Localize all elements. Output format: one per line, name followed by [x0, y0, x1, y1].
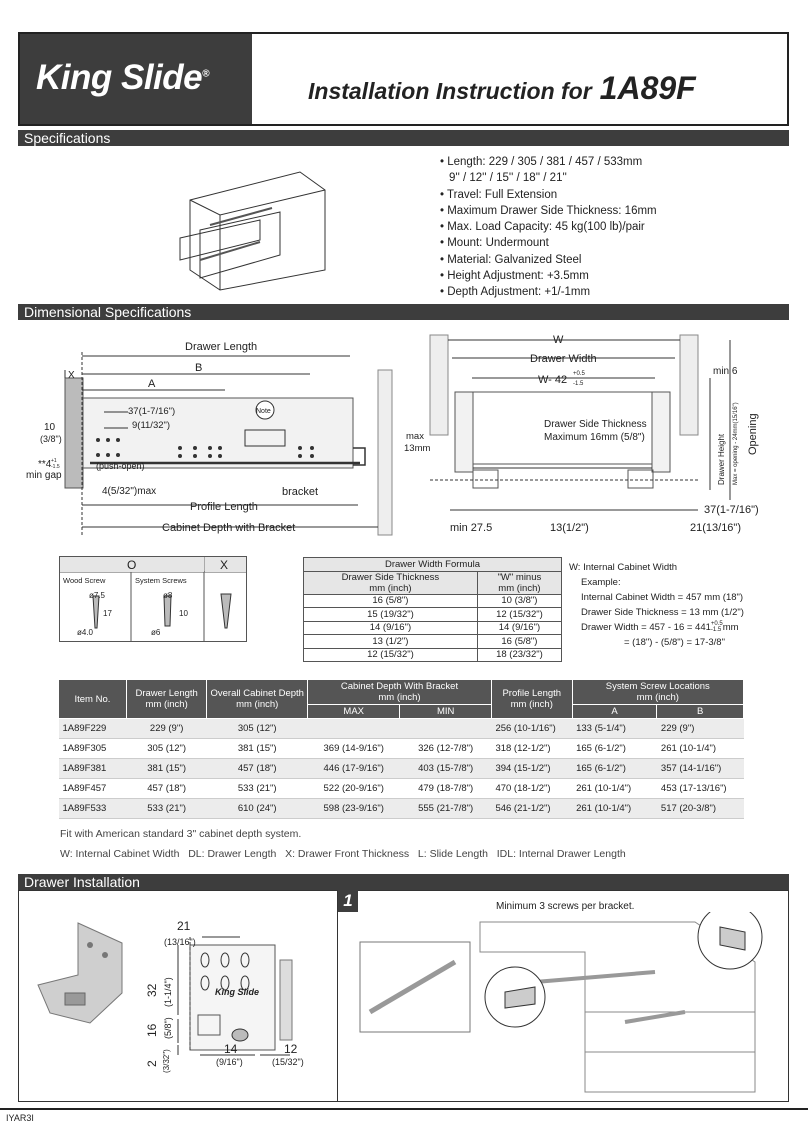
table-cell: 305 (12")	[126, 739, 207, 759]
label-inst-12: 12	[284, 1042, 298, 1056]
label-drawer-height-formula: Max = opening - 24mm(15/16")	[733, 402, 739, 485]
abbreviation-legend: W: Internal Cabinet Width DL: Drawer Length X: Drawer Front Thickness L: Slide Length IDL: Internal Drawer Length	[60, 848, 626, 860]
spec-mount: • Mount: Undermount	[440, 237, 549, 250]
spec-material: • Material: Galvanized Steel	[440, 253, 582, 266]
table-cell: 318 (12-1/2")	[491, 739, 572, 759]
table-row	[59, 739, 744, 759]
panel-divider	[337, 890, 338, 1102]
table-cell: 555 (21-7/8")	[400, 799, 492, 819]
example-l6: = (18") - (5/8") = 17-3/8"	[624, 637, 725, 648]
side-view-diagram	[20, 330, 400, 540]
table-cell: 326 (12-7/8")	[400, 739, 492, 759]
label-x: X	[68, 370, 75, 381]
label-drawer-width: Drawer Width	[530, 353, 597, 365]
section-header-specifications: Specifications	[18, 130, 789, 146]
spec-depth: • Depth Adjustment: +1/-1mm	[440, 286, 591, 299]
table-cell: 16 (5/8")	[477, 635, 561, 649]
label-max13: 13mm	[404, 443, 431, 454]
model-number: 1A89F	[599, 70, 696, 106]
screw-types-diagram	[59, 556, 247, 642]
table-cell	[400, 719, 492, 739]
table-cell: 261 (10-1/4")	[572, 799, 657, 819]
table-cell: 261 (10-1/4")	[657, 739, 744, 759]
example-l2: Example:	[581, 577, 621, 588]
label-21: 21(13/16")	[690, 522, 741, 534]
spec-load: • Max. Load Capacity: 45 kg(100 lb)/pair	[440, 221, 645, 234]
section-header-installation: Drawer Installation	[18, 874, 789, 890]
label-profile-length: Profile Length	[190, 501, 258, 513]
table-row	[59, 779, 744, 799]
example-l4: Drawer Side Thickness = 13 mm (1/2")	[581, 607, 744, 618]
label-drawer-length: Drawer Length	[185, 341, 258, 353]
table-cell: 394 (15-1/2")	[491, 759, 572, 779]
table-cell: 457 (18")	[126, 779, 207, 799]
label-wood-len: 17	[103, 609, 112, 618]
table-cell: 1A89F229	[59, 719, 127, 739]
label-wood-dia2: ø4.0	[77, 628, 94, 637]
brand-logo	[20, 34, 252, 124]
cabinet-illustration	[160, 160, 340, 300]
fit-note: Fit with American standard 3" cabinet depth system.	[60, 828, 302, 840]
example-l5: Drawer Width = 457 - 16 = 441+0.5 -1.5 mm	[581, 621, 739, 634]
label-inst-12-inch: (15/32")	[272, 1057, 304, 1067]
table-cell: 598 (23-9/16")	[308, 799, 400, 819]
label-inst-32-inch: (1-1/4")	[163, 977, 173, 1007]
spec-length: • Length: 229 / 305 / 381 / 457 / 533mm	[440, 156, 643, 168]
label-b: B	[195, 362, 203, 374]
header-min: MIN	[400, 705, 492, 719]
screws-note: Minimum 3 screws per bracket.	[496, 901, 635, 912]
table-cell	[308, 719, 400, 739]
title-text: Installation Instruction for	[308, 78, 592, 104]
specifications-list	[440, 154, 657, 301]
label-inst-21: 21	[177, 919, 191, 933]
label-inst-16: 16	[145, 1023, 159, 1037]
step-1-illustration	[355, 912, 785, 1097]
step-number: 1	[338, 890, 358, 912]
document-code: IYAR3I	[6, 1113, 34, 1123]
header-screw-locations: System Screw Locations mm (inch)	[572, 680, 743, 705]
table-cell: 457 (18")	[207, 759, 308, 779]
label-10: 10	[44, 422, 56, 433]
label-push-open: (push-open)	[96, 461, 145, 471]
table-cell: 610 (24")	[207, 799, 308, 819]
table-cell: 10 (3/8")	[477, 594, 561, 608]
table-cell: 470 (18-1/2")	[491, 779, 572, 799]
table-cell: 453 (17-13/16")	[657, 779, 744, 799]
table-row	[59, 759, 744, 779]
table-cell: 369 (14-9/16")	[308, 739, 400, 759]
spec-height: • Height Adjustment: +3.5mm	[440, 270, 589, 283]
table-cell: 1A89F305	[59, 739, 127, 759]
table-cell: 522 (20-9/16")	[308, 779, 400, 799]
section-header-dimensional: Dimensional Specifications	[18, 304, 789, 320]
example-l3: Internal Cabinet Width = 457 mm (18")	[581, 592, 744, 603]
label-sys-dia1: ø8	[163, 591, 173, 600]
label-inst-brand: King Slide	[215, 987, 260, 997]
formula-col1: Drawer Side Thickness mm (inch)	[304, 571, 478, 594]
label-inst-2-inch: (3/32")	[162, 1049, 171, 1073]
label-sys-len: 10	[179, 609, 188, 618]
table-cell: 14 (9/16")	[304, 621, 478, 635]
label-system-screws: System Screws	[135, 576, 187, 585]
table-cell: 256 (10-1/16")	[491, 719, 572, 739]
label-w: W	[553, 334, 564, 346]
model-table	[58, 679, 744, 819]
header	[18, 32, 789, 126]
label-37: 37(1-7/16")	[128, 406, 176, 417]
formula-title: Drawer Width Formula	[304, 558, 562, 572]
label-note: Note	[256, 408, 271, 415]
table-cell: 229 (9")	[657, 719, 744, 739]
table-row	[59, 719, 744, 739]
footer-rule	[0, 1108, 808, 1110]
label-9: 9(11/32")	[132, 420, 171, 431]
header-item: Item No.	[59, 680, 127, 719]
label-wood-screw: Wood Screw	[63, 576, 106, 585]
header-profile-length: Profile Length mm (inch)	[491, 680, 572, 719]
label-drawer-height: Drawer Height	[717, 433, 726, 485]
label-inst-2: 2	[145, 1060, 159, 1067]
spec-thickness: • Maximum Drawer Side Thickness: 16mm	[440, 204, 657, 217]
table-cell: 16 (5/8")	[304, 594, 478, 608]
header-b: B	[657, 705, 744, 719]
drawer-width-formula-table	[303, 557, 562, 662]
table-cell: 357 (14-1/16")	[657, 759, 744, 779]
bracket-illustration	[30, 915, 140, 1055]
bracket-dimension-diagram	[140, 915, 335, 1075]
label-inst-14: 14	[224, 1042, 238, 1056]
table-cell: 533 (21")	[126, 799, 207, 819]
table-cell: 517 (20-3/8")	[657, 799, 744, 819]
label-wood-dia1: ø7.5	[89, 591, 106, 600]
table-cell: 133 (5-1/4")	[572, 719, 657, 739]
width-example	[569, 560, 744, 650]
label-min27: min 27.5	[450, 522, 493, 534]
label-4mm: 4(5/32")max	[102, 486, 157, 497]
example-l1: W: Internal Cabinet Width	[569, 562, 678, 573]
table-cell: 546 (21-1/2")	[491, 799, 572, 819]
label-gap-tol-bot: -1.5	[51, 464, 60, 470]
label-min6: min 6	[713, 366, 738, 377]
header-depth-bracket: Cabinet Depth With Bracket mm (inch)	[308, 680, 492, 705]
page-title	[308, 70, 696, 107]
table-cell: 533 (21")	[207, 779, 308, 799]
spec-length-inch: 9'' / 12'' / 15'' / 18'' / 21''	[449, 172, 567, 185]
label-inst-21-inch: (13/16")	[164, 937, 196, 947]
label-cabinet-depth: Cabinet Depth with Bracket	[162, 522, 296, 534]
brand-name: King Slide	[36, 58, 203, 97]
label-w42: W- 42	[538, 374, 568, 386]
table-cell: 14 (9/16")	[477, 621, 561, 635]
header-a: A	[572, 705, 657, 719]
table-cell: 12 (15/32")	[477, 608, 561, 622]
label-gap: **4	[38, 459, 52, 470]
table-cell: 381 (15")	[207, 739, 308, 759]
label-screw-x: X	[220, 558, 229, 572]
table-cell: 479 (18-7/8")	[400, 779, 492, 799]
label-10-inch: (3/8")	[40, 434, 62, 444]
table-cell: 165 (6-1/2")	[572, 759, 657, 779]
table-cell: 1A89F381	[59, 759, 127, 779]
header-max: MAX	[308, 705, 400, 719]
label-37-front: 37(1-7/16")	[704, 504, 759, 516]
label-opening: Opening	[747, 413, 759, 455]
label-gap-tol-top: +1	[51, 458, 57, 464]
label-screw-o: O	[127, 558, 137, 572]
label-a: A	[148, 378, 156, 390]
table-cell: 12 (15/32")	[304, 648, 478, 662]
label-inst-32: 32	[145, 983, 159, 997]
table-cell: 261 (10-1/4")	[572, 779, 657, 799]
table-cell: 1A89F533	[59, 799, 127, 819]
label-w42-bot: -1.5	[573, 381, 584, 387]
label-min-gap: min gap	[26, 470, 62, 481]
label-bracket: bracket	[282, 486, 319, 498]
table-cell: 1A89F457	[59, 779, 127, 799]
label-max: max	[406, 431, 424, 442]
front-view-diagram	[400, 330, 790, 542]
table-cell: 446 (17-9/16")	[308, 759, 400, 779]
formula-col2: "W" minus mm (inch)	[477, 571, 561, 594]
table-cell: 403 (15-7/8")	[400, 759, 492, 779]
label-inst-16-inch: (5/8")	[163, 1017, 173, 1039]
registered-mark: ®	[202, 68, 209, 80]
label-drawer-side-thickness: Drawer Side Thickness	[544, 419, 647, 430]
label-sys-dia2: ø6	[151, 628, 161, 637]
table-cell: 18 (23/32")	[477, 648, 561, 662]
table-cell: 13 (1/2")	[304, 635, 478, 649]
table-cell: 229 (9")	[126, 719, 207, 739]
header-drawer-length: Drawer Length mm (inch)	[126, 680, 207, 719]
table-cell: 381 (15")	[126, 759, 207, 779]
label-13: 13(1/2")	[550, 522, 589, 534]
spec-travel: • Travel: Full Extension	[440, 188, 558, 201]
table-cell: 15 (19/32")	[304, 608, 478, 622]
header-cabinet-depth: Overall Cabinet Depth mm (inch)	[207, 680, 308, 719]
table-cell: 165 (6-1/2")	[572, 739, 657, 759]
label-inst-14-inch: (9/16")	[216, 1057, 243, 1067]
table-cell: 305 (12")	[207, 719, 308, 739]
label-max-16mm: Maximum 16mm (5/8")	[544, 432, 645, 443]
table-row	[59, 799, 744, 819]
label-w42-top: +0.5	[573, 371, 585, 377]
